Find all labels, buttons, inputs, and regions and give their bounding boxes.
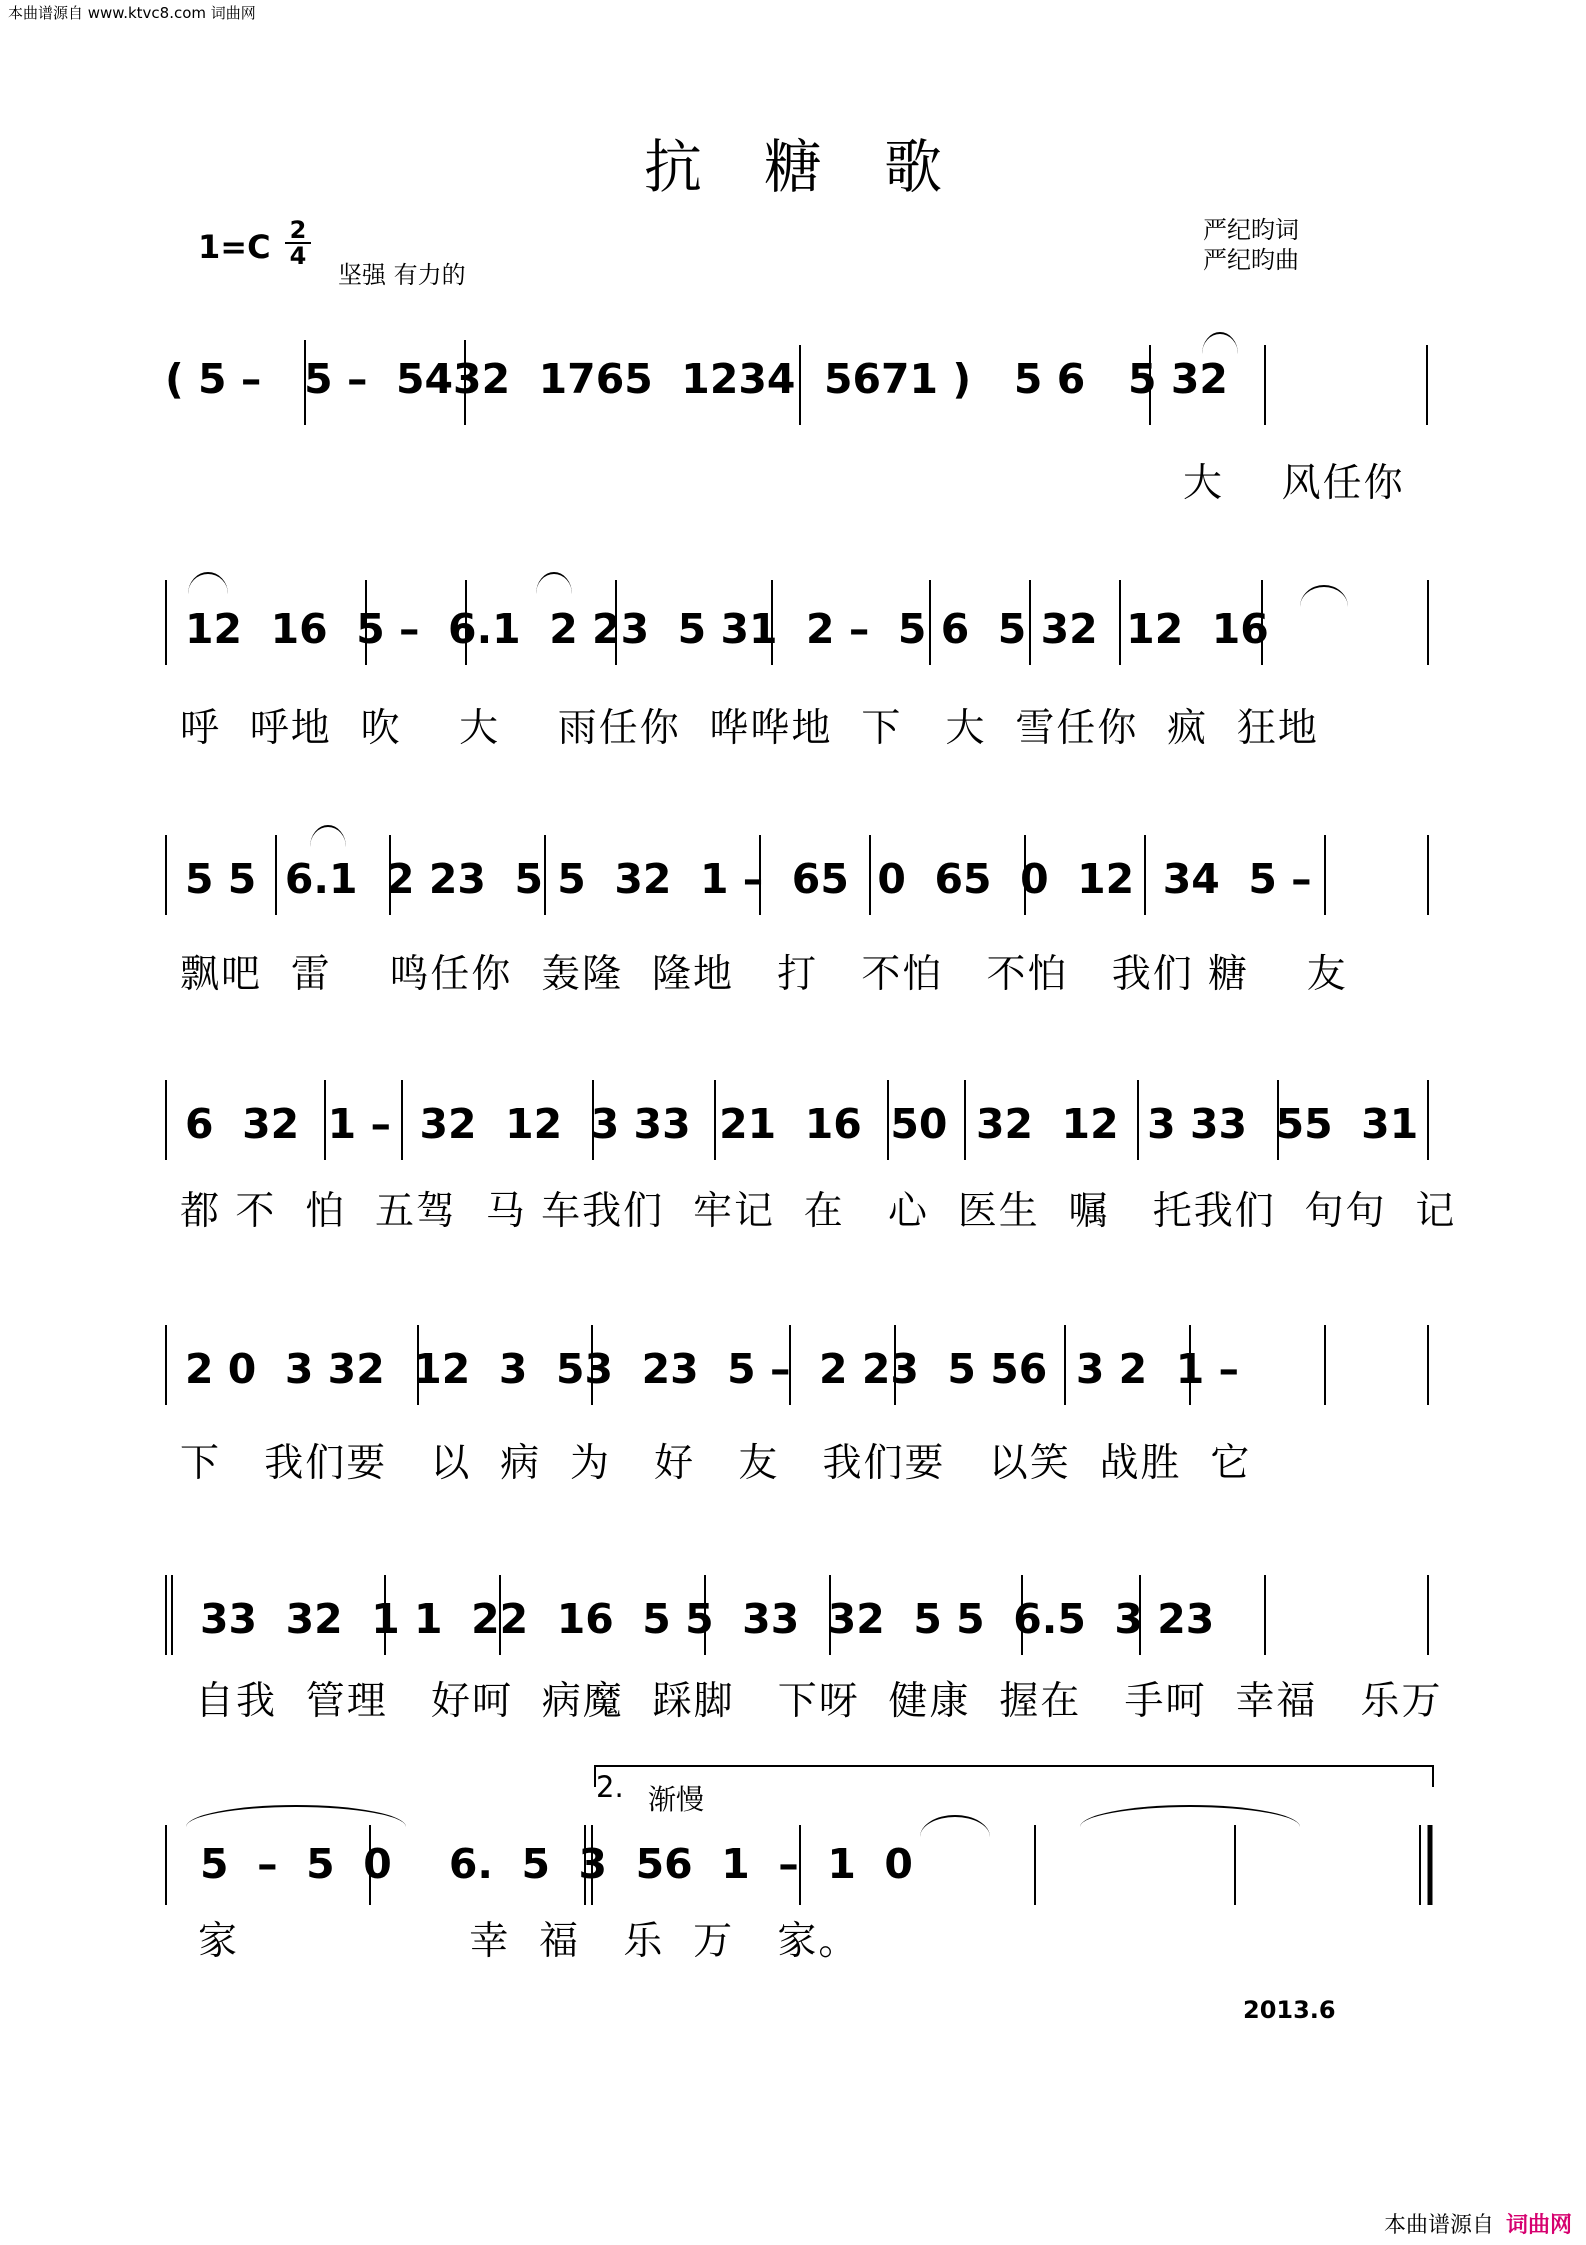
composer-credit: 严纪昀曲 [1203,246,1299,274]
top-watermark: 本曲谱源自 www.ktvc8.com 词曲网 [8,4,256,22]
notation-row-6: 33 32 1 1 22 16 5 5 33 32 5 5 6.5 3 23 [200,1595,1215,1643]
bottom-watermark-text: 本曲谱源自 [1383,2213,1494,2238]
time-signature-denominator: 4 [289,242,307,270]
lyrics-row-2: 呼 呼地 吹 大 雨任你 哗哗地 下 大 雪任你 疯 狂地 [180,706,1319,751]
page-title: 抗糖歌 [643,133,1004,201]
second-ending-label: 2. [596,1770,624,1804]
lyrics-row-1: 大 风任你 [1183,461,1405,506]
bottom-watermark [1384,2208,1572,2239]
time-signature-numerator: 2 [285,218,311,244]
lyrics-row-7: 家 幸 福 乐 万 家。 [198,1919,860,1964]
brand-logo-text: 词曲网 [1505,2213,1572,2238]
lyrics-row-4: 都 不 怕 五驾 马 车我们 牢记 在 心 医生 嘱 托我们 句句 记 [180,1189,1457,1234]
key-signature: 1=C [198,228,271,266]
lyrics-row-6: 自我 管理 好呵 病魔 踩脚 下呀 健康 握在 手呵 幸福 乐万 [195,1679,1443,1724]
lyricist-credit: 严纪昀词 [1203,216,1299,244]
notation-row-3: 5 5 6.1 2 23 5 5 32 1 – 65 0 65 0 12 34 5 – [185,855,1312,903]
notation-row-2: 12 16 5 – 6.1 2 23 5 31 2 – 5 6 5 32 12 16 [185,605,1269,653]
notation-row-4: 6 32 1 – 32 12 3 33 21 16 50 32 12 3 33 55 31 [185,1100,1419,1148]
tempo-change-marking: 渐慢 [648,1783,705,1816]
notation-row-7: 5 – 5 0 6. 5 3 56 1 – 1 0 [200,1840,913,1888]
notation-row-1: ( 5 – 5 – 5432 1765 1234 5671 ) 5 6 5 32 [165,355,1228,403]
lyrics-row-5: 下 我们要 以 病 为 好 友 我们要 以笑 战胜 它 [180,1441,1252,1486]
date-label: 2013.6 [1243,1996,1336,2024]
notation-row-5: 2 0 3 32 12 3 53 23 5 – 2 23 5 56 3 2 1 – [185,1345,1240,1393]
tempo-marking: 坚强 有力的 [338,261,466,289]
lyrics-row-3: 飘吧 雷 鸣任你 轰隆 隆地 打 不怕 不怕 我们 糖 友 [180,952,1348,997]
